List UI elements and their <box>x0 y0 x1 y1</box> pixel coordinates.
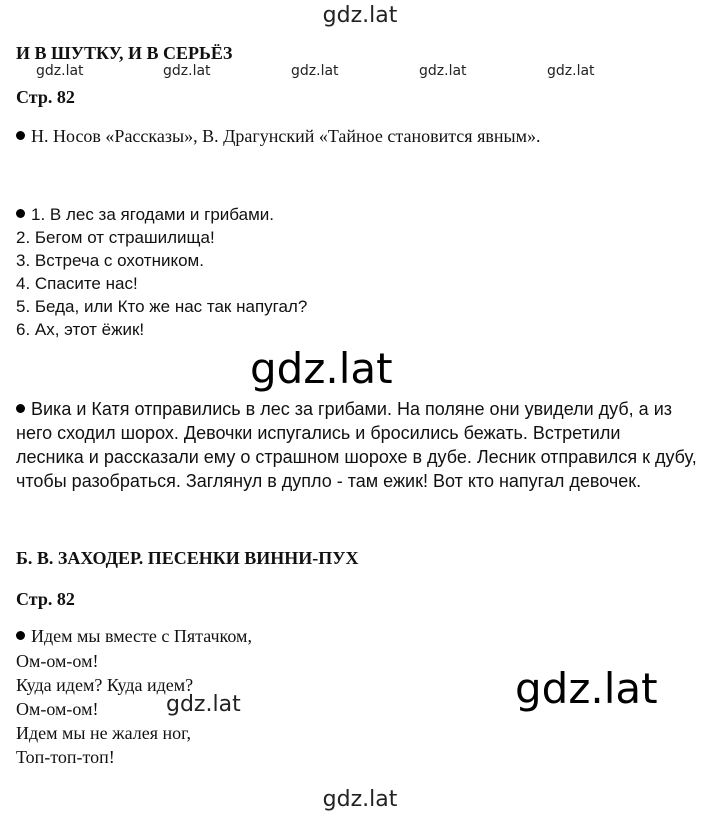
watermark-right-big: gdz.lat <box>515 664 658 713</box>
watermark-row-item: gdz.lat <box>419 63 467 79</box>
plan-item: 2. Бегом от страшилища! <box>16 228 215 247</box>
section-title: Б. В. ЗАХОДЕР. ПЕСЕНКИ ВИННИ-ПУХ <box>16 548 359 568</box>
books-line <box>16 126 540 147</box>
watermark-row-item: gdz.lat <box>36 63 84 79</box>
poem-line: Ом-ом-ом! <box>16 699 99 719</box>
page-reference: Стр. 82 <box>16 87 75 107</box>
poem-line: Идем мы вместе с Пятачком, <box>16 626 252 647</box>
bullet-icon <box>16 209 25 218</box>
plan-item: 4. Спасите нас! <box>16 274 138 293</box>
watermark-middle-big: gdz.lat <box>250 344 393 393</box>
watermark-row-item: gdz.lat <box>163 63 211 79</box>
bullet-icon <box>16 131 25 140</box>
bullet-icon <box>16 404 25 413</box>
books-text: Н. Носов «Рассказы», В. Драгунский «Тайное становится явным». <box>31 126 541 146</box>
poem-line: Топ-топ-топ! <box>16 747 115 767</box>
poem-line: Куда идем? Куда идем? <box>16 675 194 695</box>
watermark-row-item: gdz.lat <box>291 63 339 79</box>
bullet-icon <box>16 631 25 640</box>
story-line: лесника и рассказали ему о страшном шорохе в дубе. Лесник отправился к дубу, <box>16 447 697 467</box>
plan-item: 3. Встреча с охотником. <box>16 251 204 270</box>
story-line: чтобы разобраться. Заглянул в дупло - там ежик! Вот кто напугал девочек. <box>16 471 642 491</box>
plan-item: 5. Беда, или Кто же нас так напугал? <box>16 297 308 316</box>
story-line: Вика и Катя отправились в лес за грибами. На поляне они увидели дуб, а из <box>16 399 672 420</box>
page-reference: Стр. 82 <box>16 589 75 609</box>
watermark-middle-small: gdz.lat <box>166 692 241 717</box>
poem-line: Ом-ом-ом! <box>16 651 99 671</box>
plan-item: 1. В лес за ягодами и грибами. <box>16 205 274 225</box>
section-title: И В ШУТКУ, И В СЕРЬЁЗ <box>16 43 233 63</box>
watermark-top: gdz.lat <box>322 3 398 28</box>
poem-line: Идем мы не жалея ног, <box>16 723 191 743</box>
story-line: него сходил шорох. Девочки испугались и бросились бежать. Встретили <box>16 423 621 443</box>
plan-item: 6. Ах, этот ёжик! <box>16 320 145 339</box>
watermark-row-item: gdz.lat <box>547 63 595 79</box>
watermark-bottom: gdz.lat <box>322 787 398 812</box>
